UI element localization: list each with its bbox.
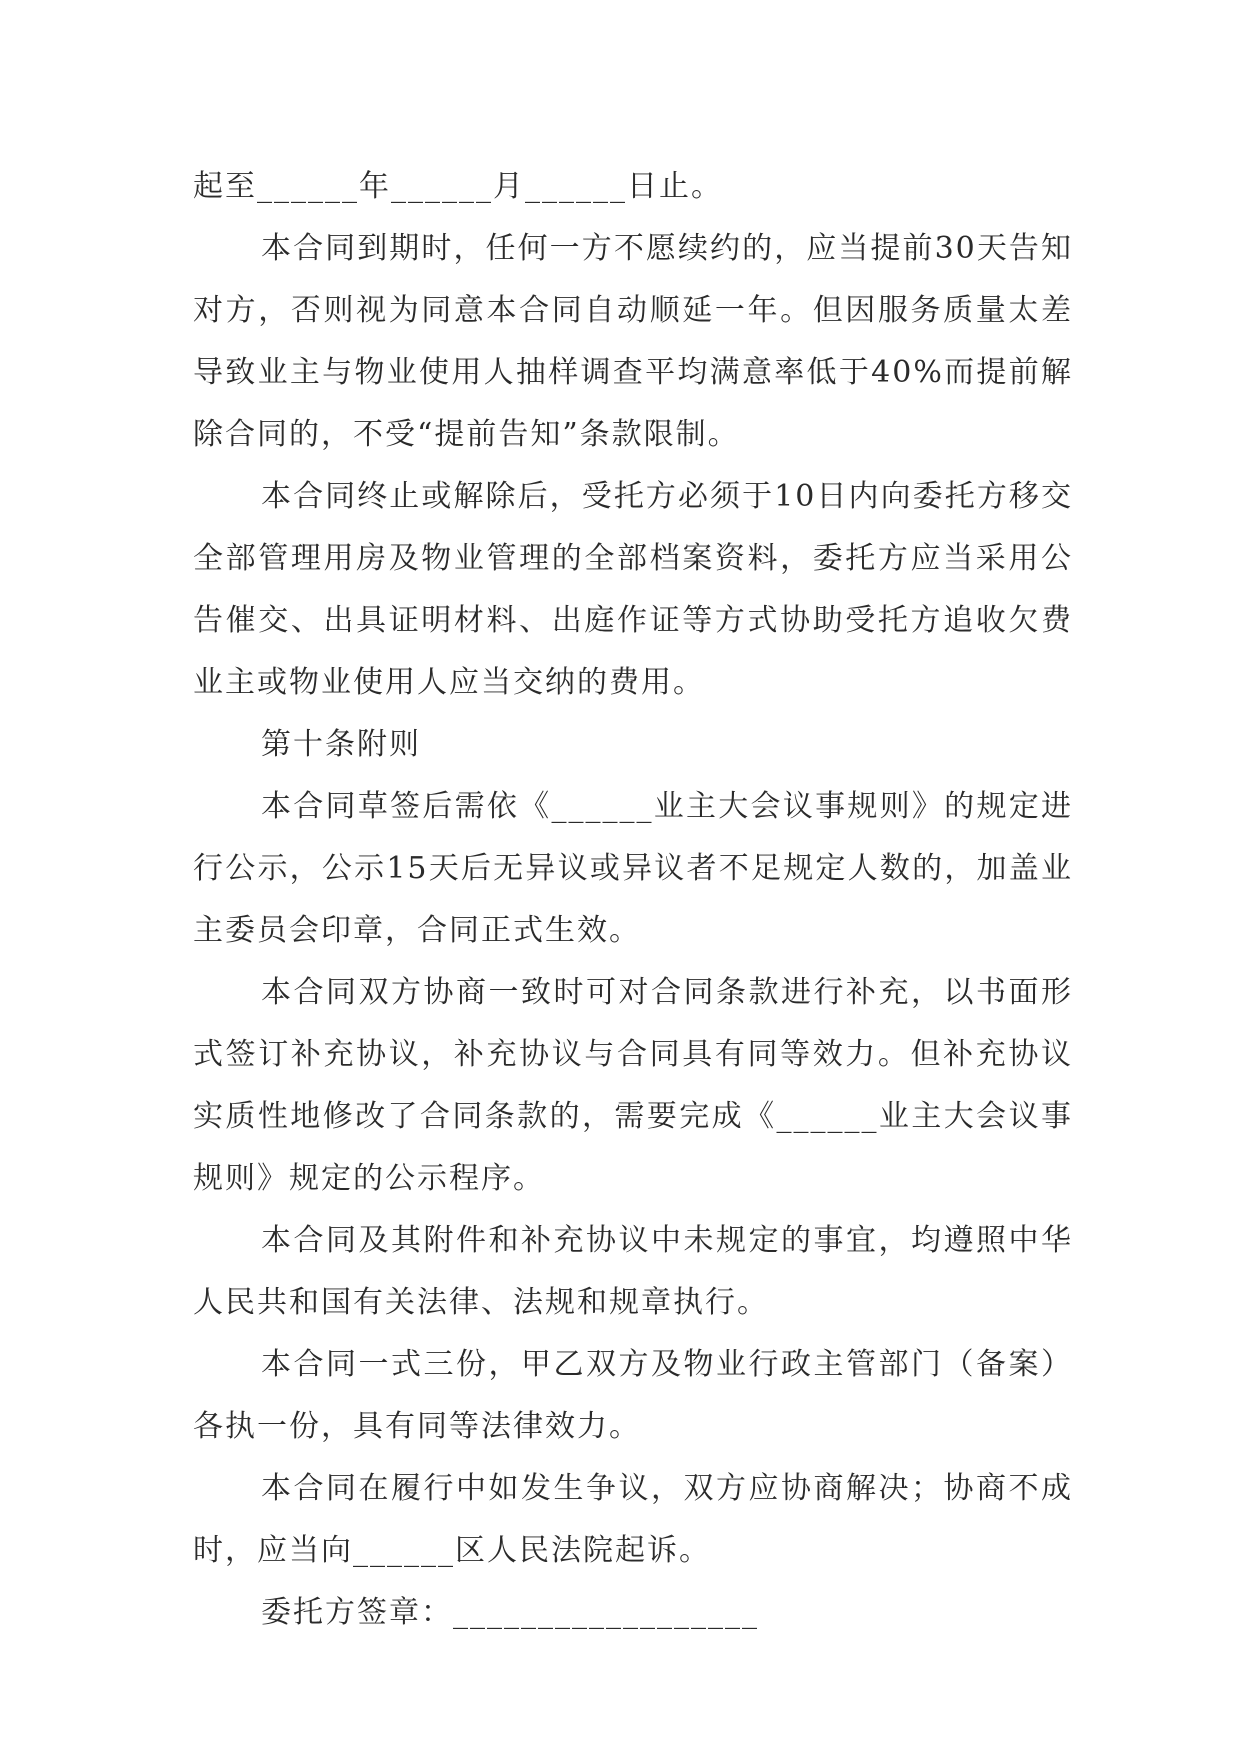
paragraph-renewal: 本合同到期时，任何一方不愿续约的，应当提前30天告知对方，否则视为同意本合同自动顺延一年。但因服务质量太差导致业主与物业使用人抽样调查平均满意率低于40%而提前解除合同的，不受“提前告知”条款限制。: [193, 231, 1073, 452]
paragraph-supplement: 本合同双方协商一致时可对合同条款进行补充，以书面形式签订补充协议，补充协议与合同具有同等效力。但补充协议实质性地修改了合同条款的，需要完成《______业主大会议事规则》规定的公示程序。: [193, 975, 1073, 1196]
paragraph-publicity: 本合同草签后需依《______业主大会议事规则》的规定进行公示，公示15天后无异议或异议者不足规定人数的，加盖业主委员会印章，合同正式生效。: [193, 789, 1073, 948]
signature-line: 委托方签章：__________________: [261, 1595, 759, 1630]
paragraph-copies: 本合同一式三份，甲乙双方及物业行政主管部门（备案）各执一份，具有同等法律效力。: [193, 1347, 1073, 1444]
paragraph-termination: 本合同终止或解除后，受托方必须于10日内向委托方移交全部管理用房及物业管理的全部档案资料，委托方应当采用公告催交、出具证明材料、出庭作证等方式协助受托方追收欠费业主或物业使用人应当交纳的费用。: [193, 479, 1073, 700]
paragraph-law: 本合同及其附件和补充协议中未规定的事宜，均遵照中华人民共和国有关法律、法规和规章执行。: [193, 1223, 1073, 1320]
document-body: [193, 156, 1073, 1644]
paragraph-term-end: 起至______年______月______日止。: [193, 169, 723, 204]
paragraph-dispute: 本合同在履行中如发生争议，双方应协商解决；协商不成时，应当向______区人民法院起诉。: [193, 1471, 1073, 1568]
article-heading: 第十条附则: [261, 727, 421, 762]
